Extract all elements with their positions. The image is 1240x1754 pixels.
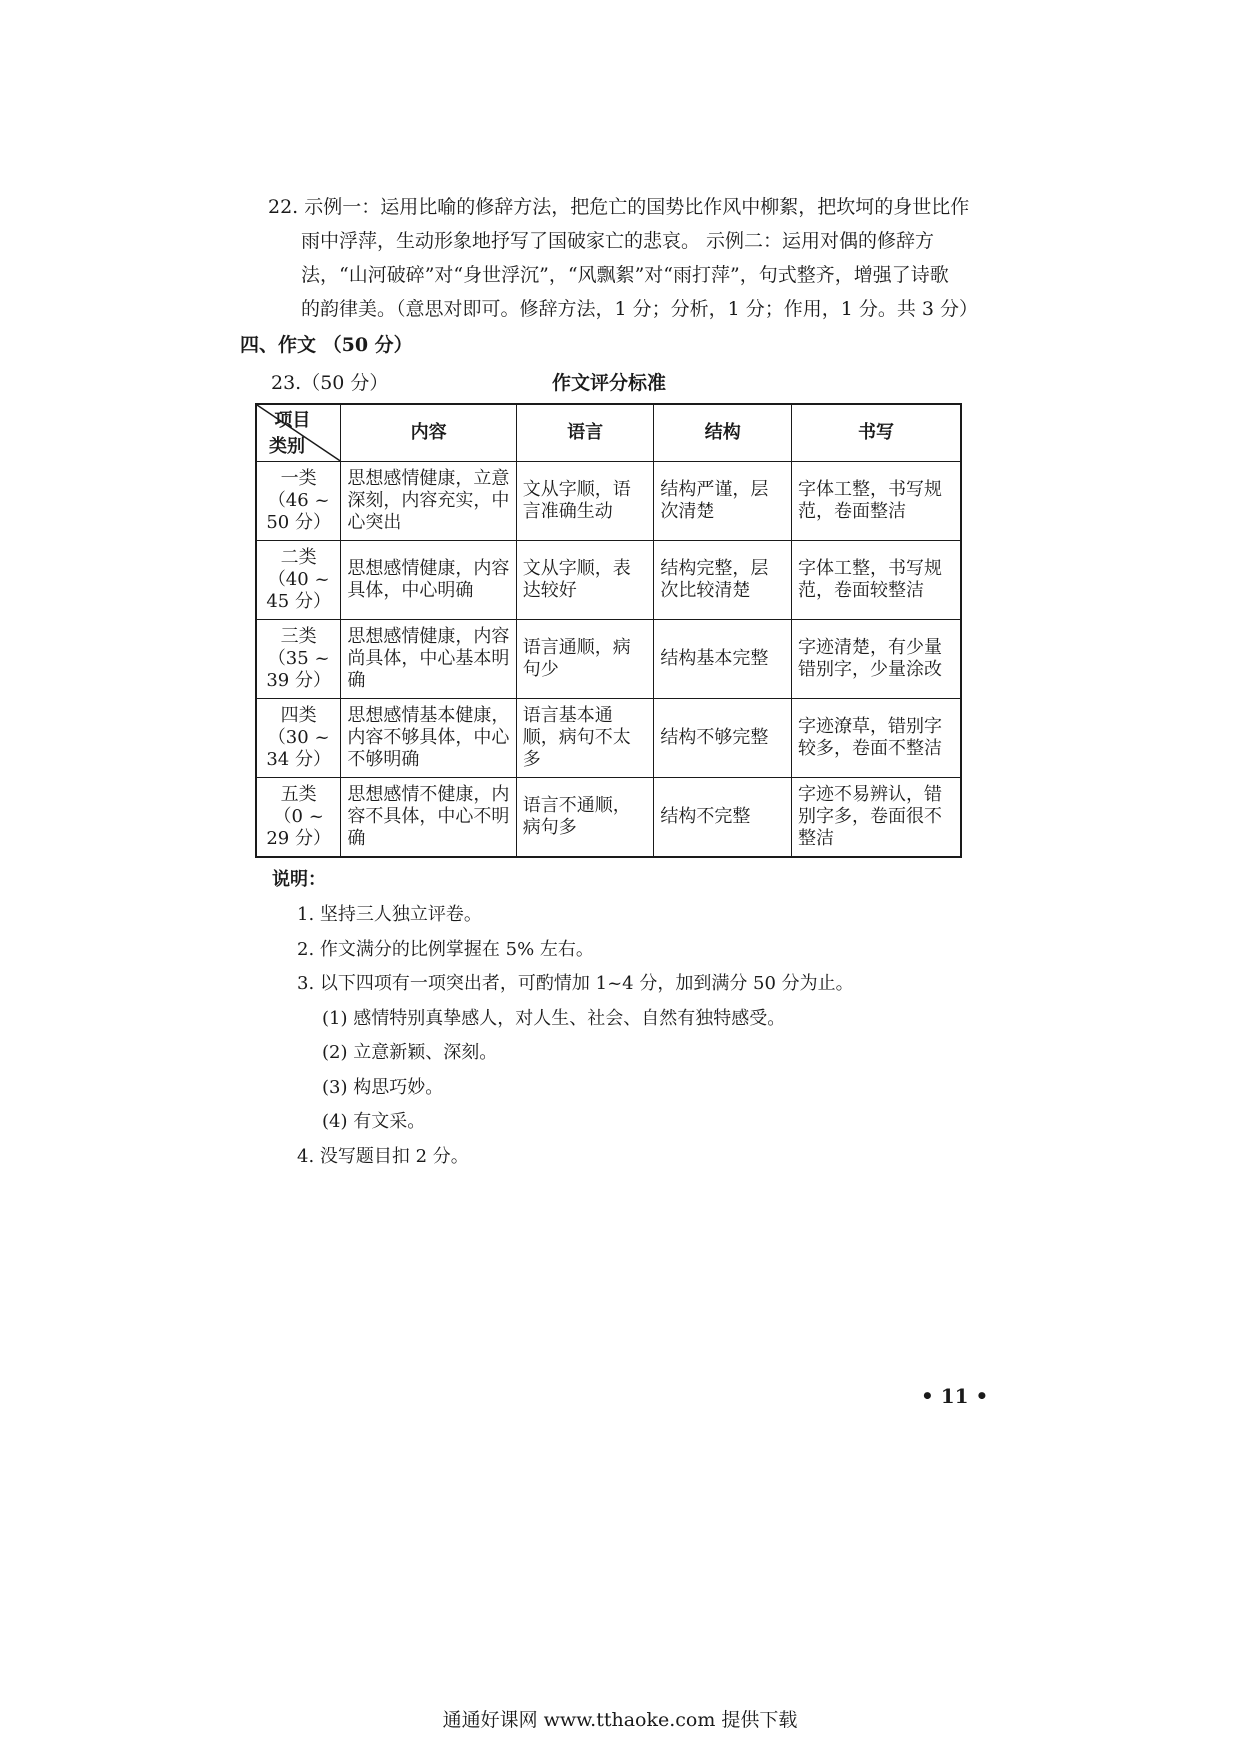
writing-cell: 字体工整，书写规范，卷面整洁	[792, 462, 961, 541]
notes-list	[297, 898, 854, 1174]
corner-category-label: 类别	[269, 436, 305, 457]
category-name: 一类	[280, 468, 317, 489]
category-name: 四类	[280, 705, 317, 726]
language-cell: 语言通顺，病句少	[516, 620, 654, 699]
table-row	[256, 620, 961, 699]
corner-cell	[256, 404, 341, 462]
answer-22-line: 法，“山河破碎”对“身世浮沉”，“风飘絮”对“雨打萍”，句式整齐，增强了诗歌	[301, 264, 949, 286]
table-header-row	[256, 404, 961, 462]
header-writing: 书写	[792, 404, 961, 462]
structure-cell: 结构不完整	[654, 778, 792, 858]
category-range: （35 ~ 39 分）	[266, 648, 331, 691]
category-cell	[256, 699, 341, 778]
structure-cell: 结构基本完整	[654, 620, 792, 699]
question-23-label: 23.（50 分）	[271, 372, 389, 394]
note-item: 2. 作文满分的比例掌握在 5% 左右。	[297, 938, 594, 960]
note-subitem: (2) 立意新颖、深刻。	[322, 1042, 498, 1063]
category-range: （46 ~ 50 分）	[266, 490, 331, 533]
note-subitem: (3) 构思巧妙。	[322, 1076, 444, 1098]
writing-cell: 字迹不易辨认，错别字多，卷面很不整洁	[792, 778, 961, 858]
note-item: 1. 坚持三人独立评卷。	[297, 904, 482, 925]
table-title: 作文评分标准	[552, 372, 667, 394]
category-range: （30 ~ 34 分）	[266, 727, 331, 770]
category-range: （40 ~ 45 分）	[266, 569, 331, 612]
notes-title: 说明：	[272, 869, 326, 890]
note-subitem: (1) 感情特别真挚感人，对人生、社会、自然有独特感受。	[322, 1007, 786, 1029]
content-cell: 思想感情基本健康，内容不够具体，中心不够明确	[341, 699, 516, 778]
category-cell	[256, 778, 341, 858]
table-row	[256, 778, 961, 858]
answer-22-line: 的韵律美。（意思对即可。修辞方法，1 分；分析，1 分；作用，1 分。共 3 分）	[301, 298, 979, 320]
section-title: 四、作文 （50 分）	[240, 334, 413, 356]
essay-rubric-table	[255, 403, 962, 858]
category-name: 五类	[280, 784, 317, 805]
category-name: 三类	[280, 626, 317, 647]
page-number: • 11 •	[921, 1384, 989, 1408]
content-cell: 思想感情不健康，内容不具体，中心不明确	[341, 778, 516, 858]
category-cell	[256, 620, 341, 699]
header-language: 语言	[516, 404, 654, 462]
language-cell: 文从字顺，语言准确生动	[516, 462, 654, 541]
table-row	[256, 699, 961, 778]
answer-22-line: 雨中浮萍，生动形象地抒写了国破家亡的悲哀。 示例二：运用对偶的修辞方	[301, 230, 935, 252]
language-cell: 语言基本通顺，病句不太多	[516, 699, 654, 778]
category-name: 二类	[280, 547, 317, 568]
header-content: 内容	[341, 404, 516, 462]
category-cell	[256, 462, 341, 541]
footer-text: 通通好课网 www.tthaoke.com 提供下载	[442, 1709, 798, 1731]
writing-cell: 字迹清楚，有少量错别字，少量涂改	[792, 620, 961, 699]
table-row	[256, 462, 961, 541]
answer-22-line: 22. 示例一：运用比喻的修辞方法，把危亡的国势比作风中柳絮，把坎坷的身世比作	[268, 196, 970, 218]
note-subitem: (4) 有文采。	[322, 1111, 426, 1132]
structure-cell: 结构严谨，层次清楚	[654, 462, 792, 541]
writing-cell: 字迹潦草，错别字较多，卷面不整洁	[792, 699, 961, 778]
language-cell: 文从字顺，表达较好	[516, 541, 654, 620]
structure-cell: 结构完整，层次比较清楚	[654, 541, 792, 620]
content-cell: 思想感情健康，内容具体，中心明确	[341, 541, 516, 620]
header-structure: 结构	[654, 404, 792, 462]
note-item: 3. 以下四项有一项突出者，可酌情加 1~4 分，加到满分 50 分为止。	[297, 973, 854, 994]
table-row	[256, 541, 961, 620]
writing-cell: 字体工整，书写规范，卷面较整洁	[792, 541, 961, 620]
category-range: （0 ~ 29 分）	[266, 806, 331, 849]
structure-cell: 结构不够完整	[654, 699, 792, 778]
content-cell: 思想感情健康，内容尚具体，中心基本明确	[341, 620, 516, 699]
answer-22	[268, 190, 988, 326]
corner-item-label: 项目	[274, 410, 311, 431]
language-cell: 语言不通顺，病句多	[516, 778, 654, 858]
note-item: 4. 没写题目扣 2 分。	[297, 1145, 469, 1167]
content-cell: 思想感情健康，立意深刻，内容充实，中心突出	[341, 462, 516, 541]
category-cell	[256, 541, 341, 620]
